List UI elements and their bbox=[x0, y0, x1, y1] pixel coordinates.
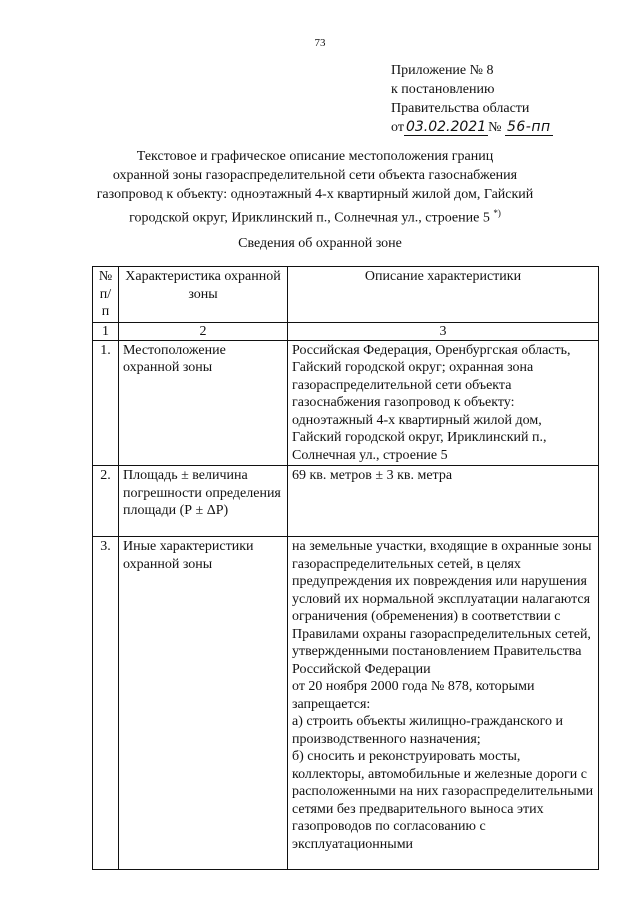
row-characteristic: Площадь ± величина погрешности определения площади (Р ± ΔР) bbox=[119, 466, 288, 537]
column-numbers-row bbox=[93, 322, 599, 340]
title-line-4-wrap bbox=[90, 204, 540, 228]
page-number: 73 bbox=[314, 37, 326, 49]
document-title bbox=[90, 147, 540, 228]
row-description: Российская Федерация, Оренбургская область, Гайский городской округ; охранная зона газораспределительной сети объекта газоснабжения газопровод к объекту: одноэтажный 4-х квартирный жилой дом, Гайский городской округ, Ириклинский п., Солнечная ул., строение 5 bbox=[288, 340, 599, 466]
header-number: № п/п bbox=[93, 267, 119, 323]
appendix-line-1: Приложение № 8 bbox=[391, 63, 494, 78]
appendix-block bbox=[391, 61, 553, 137]
column-number-2: 2 bbox=[119, 322, 288, 340]
row-number: 2. bbox=[93, 466, 119, 537]
table-row bbox=[93, 340, 599, 466]
table-row bbox=[93, 466, 599, 537]
section-subtitle: Сведения об охранной зоне bbox=[238, 236, 402, 251]
table-header-row bbox=[93, 267, 599, 323]
handwritten-date: 03.02.2021 bbox=[405, 119, 487, 135]
row-number: 3. bbox=[93, 537, 119, 870]
row-description: на земельные участки, входящие в охранные зоны газораспределительных сетей, в целях предупреждения их повреждения или нарушения условий их нормальной эксплуатации налагаются ограничения (обременения) в соответствии с Правилами охраны газораспределительных сетей, утвержденными постановлением Правительства Российской Федерации от 20 ноября 2000 года № 878, которыми запрещается: а) строить объекты жилищно-гражданского и производственного назначения; б) сносить и реконструировать мосты, коллекторы, автомобильные и железные дороги с расположенными на них газораспределительными сетями без предварительного выноса этих газопроводов по согласованию с эксплуатационными bbox=[288, 537, 599, 870]
appendix-line-3: Правительства области bbox=[391, 101, 530, 116]
zone-info-table bbox=[92, 266, 599, 870]
header-description: Описание характеристики bbox=[288, 267, 599, 323]
number-sign: № bbox=[488, 120, 502, 135]
row-characteristic: Местоположение охранной зоны bbox=[119, 340, 288, 466]
row-number: 1. bbox=[93, 340, 119, 466]
row-description: 69 кв. метров ± 3 кв. метра bbox=[288, 466, 599, 537]
header-characteristic: Характеристика охранной зоны bbox=[119, 267, 288, 323]
column-number-1: 1 bbox=[93, 322, 119, 340]
title-line-1: Текстовое и графическое описание местоположения границ bbox=[136, 149, 494, 164]
column-number-3: 3 bbox=[288, 322, 599, 340]
handwritten-number: 56-пп bbox=[506, 119, 551, 135]
row-characteristic: Иные характеристики охранной зоны bbox=[119, 537, 288, 870]
appendix-line-2: к постановлению bbox=[391, 82, 495, 97]
title-line-4: городской округ, Ириклинский п., Солнечная ул., строение 5 bbox=[129, 210, 490, 226]
footnote-mark: *) bbox=[493, 208, 501, 218]
appendix-line-4 bbox=[391, 118, 553, 137]
title-line-2: охранной зоны газораспределительной сети объекта газоснабжения bbox=[112, 168, 518, 183]
title-line-3: газопровод к объекту: одноэтажный 4-х квартирный жилой дом, Гайский bbox=[96, 187, 534, 202]
from-prefix: от bbox=[391, 120, 404, 135]
table-row bbox=[93, 537, 599, 870]
